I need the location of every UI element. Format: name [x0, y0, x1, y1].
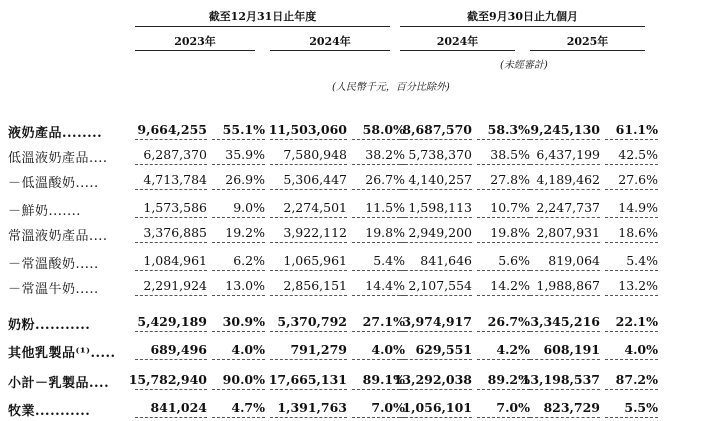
percent-cell: 9.0%	[233, 200, 265, 215]
percent-cell: 4.0%	[624, 342, 658, 357]
amount-cell: 3,974,917	[402, 314, 472, 329]
amount-cell: 11,503,060	[268, 122, 347, 137]
cell-underline	[135, 164, 207, 165]
amount-cell: 2,949,200	[408, 225, 472, 240]
cell-underline	[135, 295, 207, 296]
row-label: 液奶產品........	[8, 126, 103, 141]
cell-underline	[135, 270, 207, 271]
cell-underline	[530, 389, 600, 390]
year-header-2025: 2025年	[566, 35, 609, 48]
row-label: 低溫液奶產品....	[8, 151, 108, 166]
amount-cell: 1,065,961	[283, 253, 347, 268]
cell-underline	[400, 359, 472, 360]
cell-underline	[477, 359, 530, 360]
cell-underline	[270, 417, 347, 418]
cell-underline	[270, 389, 347, 390]
row-label: 常溫液奶產品....	[8, 229, 108, 244]
amount-cell: 689,496	[150, 342, 207, 357]
amount-cell: 629,551	[415, 342, 472, 357]
cell-underline	[477, 331, 530, 332]
year-rule-2025	[530, 50, 645, 51]
percent-cell: 4.2%	[496, 342, 530, 357]
amount-cell: 3,376,885	[143, 225, 207, 240]
cell-underline	[135, 189, 207, 190]
row-label: 奶粉...........	[8, 318, 91, 333]
row-label: 其他乳製品⁽¹⁾.....	[8, 346, 116, 361]
cell-underline	[477, 139, 530, 140]
percent-cell: 14.9%	[618, 200, 658, 215]
percent-cell: 14.2%	[490, 278, 530, 293]
cell-underline	[477, 270, 530, 271]
row-label: 牧業...........	[8, 404, 91, 419]
amount-cell: 9,664,255	[137, 122, 207, 137]
percent-cell: 35.9%	[225, 147, 265, 162]
amount-cell: 2,807,931	[536, 225, 600, 240]
cell-underline	[352, 242, 405, 243]
cell-underline	[605, 417, 658, 418]
cell-underline	[530, 331, 600, 332]
cell-underline	[605, 242, 658, 243]
cell-underline	[352, 217, 405, 218]
amount-cell: 2,247,737	[536, 200, 600, 215]
cell-underline	[477, 217, 530, 218]
amount-cell: 1,598,113	[408, 200, 472, 215]
percent-cell: 5.4%	[626, 253, 658, 268]
cell-underline	[135, 242, 207, 243]
cell-underline	[477, 242, 530, 243]
amount-cell: 5,370,792	[277, 314, 347, 329]
year-header-2024-fy: 2024年	[309, 35, 351, 48]
amount-cell: 2,856,151	[283, 278, 347, 293]
percent-cell: 7.0%	[371, 400, 405, 415]
percent-cell: 87.2%	[615, 372, 658, 387]
amount-cell: 1,391,763	[277, 400, 347, 415]
cell-underline	[400, 295, 472, 296]
year-header-2023: 2023年	[174, 35, 216, 48]
amount-cell: 15,782,940	[128, 372, 207, 387]
cell-underline	[270, 242, 347, 243]
percent-cell: 26.9%	[225, 172, 265, 187]
cell-underline	[212, 189, 265, 190]
cell-underline	[605, 217, 658, 218]
cell-underline	[605, 331, 658, 332]
cell-underline	[212, 217, 265, 218]
amount-cell: 819,064	[548, 253, 600, 268]
cell-underline	[530, 139, 600, 140]
percent-cell: 7.0%	[496, 400, 530, 415]
percent-cell: 22.1%	[615, 314, 658, 329]
percent-cell: 18.6%	[618, 225, 658, 240]
percent-cell: 55.1%	[222, 122, 265, 137]
amount-cell: 5,306,447	[283, 172, 347, 187]
cell-underline	[212, 389, 265, 390]
amount-cell: 2,274,501	[283, 200, 347, 215]
year-rule-2024-fy	[270, 50, 390, 51]
percent-cell: 38.2%	[365, 147, 405, 162]
amount-cell: 7,580,948	[283, 147, 347, 162]
row-label: 小計－乳製品....	[8, 376, 110, 391]
percent-cell: 89.1%	[362, 372, 405, 387]
percent-cell: 13.0%	[225, 278, 265, 293]
percent-cell: 4.0%	[231, 342, 265, 357]
year-rule-2024-9m	[400, 50, 515, 51]
percent-cell: 30.9%	[222, 314, 265, 329]
amount-cell: 1,988,867	[536, 278, 600, 293]
cell-underline	[212, 270, 265, 271]
cell-underline	[270, 164, 347, 165]
percent-cell: 61.1%	[615, 122, 658, 137]
cell-underline	[400, 164, 472, 165]
cell-underline	[212, 139, 265, 140]
cell-underline	[352, 295, 405, 296]
amount-cell: 5,429,189	[137, 314, 207, 329]
cell-underline	[477, 417, 530, 418]
cell-underline	[135, 417, 207, 418]
header-rule-9m	[400, 26, 645, 27]
cell-underline	[400, 270, 472, 271]
cell-underline	[270, 331, 347, 332]
amount-cell: 1,573,586	[143, 200, 207, 215]
percent-cell: 58.3%	[487, 122, 530, 137]
cell-underline	[270, 139, 347, 140]
percent-cell: 27.6%	[618, 172, 658, 187]
percent-cell: 19.2%	[225, 225, 265, 240]
amount-cell: 2,107,554	[408, 278, 472, 293]
cell-underline	[400, 242, 472, 243]
cell-underline	[352, 389, 405, 390]
percent-cell: 11.5%	[365, 200, 405, 215]
cell-underline	[270, 270, 347, 271]
row-label: －常溫牛奶.....	[8, 282, 99, 297]
cell-underline	[530, 270, 600, 271]
amount-cell: 9,245,130	[530, 122, 600, 137]
cell-underline	[212, 417, 265, 418]
cell-underline	[400, 217, 472, 218]
percent-cell: 90.0%	[222, 372, 265, 387]
percent-cell: 4.7%	[231, 400, 265, 415]
cell-underline	[212, 331, 265, 332]
amount-cell: 608,191	[543, 342, 600, 357]
amount-cell: 4,140,257	[408, 172, 472, 187]
percent-cell: 26.7%	[365, 172, 405, 187]
cell-underline	[400, 139, 472, 140]
amount-cell: 791,279	[290, 342, 347, 357]
period-header-nine-months: 截至9月30日止九個月	[467, 10, 578, 23]
cell-underline	[605, 270, 658, 271]
header-rule-fy	[135, 26, 390, 27]
cell-underline	[212, 295, 265, 296]
percent-cell: 38.5%	[490, 147, 530, 162]
cell-underline	[605, 189, 658, 190]
amount-cell: 6,287,370	[143, 147, 207, 162]
cell-underline	[530, 242, 600, 243]
cell-underline	[605, 359, 658, 360]
amount-cell: 841,646	[420, 253, 472, 268]
percent-cell: 19.8%	[365, 225, 405, 240]
cell-underline	[270, 217, 347, 218]
percent-cell: 27.8%	[490, 172, 530, 187]
cell-underline	[352, 359, 405, 360]
cell-underline	[605, 139, 658, 140]
cell-underline	[605, 389, 658, 390]
unit-note: (人民幣千元，百分比除外)	[332, 82, 450, 93]
row-label: －鮮奶.......	[8, 204, 81, 219]
percent-cell: 5.5%	[624, 400, 658, 415]
row-label: －常溫酸奶.....	[8, 257, 99, 272]
cell-underline	[477, 389, 530, 390]
cell-underline	[135, 217, 207, 218]
cell-underline	[530, 359, 600, 360]
cell-underline	[352, 189, 405, 190]
cell-underline	[400, 189, 472, 190]
amount-cell: 8,687,570	[402, 122, 472, 137]
cell-underline	[530, 217, 600, 218]
amount-cell: 823,729	[543, 400, 600, 415]
cell-underline	[477, 295, 530, 296]
cell-underline	[605, 295, 658, 296]
cell-underline	[352, 164, 405, 165]
cell-underline	[530, 417, 600, 418]
percent-cell: 58.0%	[362, 122, 405, 137]
cell-underline	[352, 417, 405, 418]
amount-cell: 13,292,038	[393, 372, 472, 387]
amount-cell: 841,024	[150, 400, 207, 415]
cell-underline	[270, 359, 347, 360]
cell-underline	[477, 164, 530, 165]
amount-cell: 5,738,370	[408, 147, 472, 162]
percent-cell: 10.7%	[490, 200, 530, 215]
cell-underline	[530, 189, 600, 190]
cell-underline	[212, 164, 265, 165]
cell-underline	[352, 270, 405, 271]
amount-cell: 2,291,924	[143, 278, 207, 293]
percent-cell: 26.7%	[487, 314, 530, 329]
cell-underline	[530, 164, 600, 165]
cell-underline	[270, 189, 347, 190]
cell-underline	[212, 242, 265, 243]
cell-underline	[135, 389, 207, 390]
year-rule-2023	[135, 50, 255, 51]
period-header-fiscal-year: 截至12月31日止年度	[208, 10, 317, 23]
cell-underline	[270, 295, 347, 296]
amount-cell: 17,665,131	[268, 372, 347, 387]
percent-cell: 13.2%	[618, 278, 658, 293]
row-label: －低溫酸奶.....	[8, 176, 99, 191]
cell-underline	[530, 295, 600, 296]
percent-cell: 42.5%	[618, 147, 658, 162]
amount-cell: 4,713,784	[143, 172, 207, 187]
cell-underline	[135, 331, 207, 332]
cell-underline	[352, 331, 405, 332]
percent-cell: 4.0%	[371, 342, 405, 357]
cell-underline	[135, 139, 207, 140]
cell-underline	[352, 139, 405, 140]
percent-cell: 5.4%	[373, 253, 405, 268]
cell-underline	[477, 189, 530, 190]
percent-cell: 89.2%	[487, 372, 530, 387]
cell-underline	[400, 331, 472, 332]
cell-underline	[212, 359, 265, 360]
cell-underline	[400, 389, 472, 390]
amount-cell: 3,922,112	[283, 225, 347, 240]
percent-cell: 6.2%	[233, 253, 265, 268]
amount-cell: 1,056,101	[402, 400, 472, 415]
amount-cell: 4,189,462	[536, 172, 600, 187]
cell-underline	[605, 164, 658, 165]
year-header-2024-9m: 2024年	[436, 35, 479, 48]
amount-cell: 3,345,216	[530, 314, 600, 329]
percent-cell: 27.1%	[362, 314, 405, 329]
amount-cell: 1,084,961	[143, 253, 207, 268]
cell-underline	[135, 359, 207, 360]
percent-cell: 5.6%	[498, 253, 530, 268]
unaudited-note: (未經審計)	[500, 60, 548, 71]
amount-cell: 13,198,537	[521, 372, 600, 387]
percent-cell: 19.8%	[490, 225, 530, 240]
percent-cell: 14.4%	[365, 278, 405, 293]
cell-underline	[400, 417, 472, 418]
amount-cell: 6,437,199	[536, 147, 600, 162]
